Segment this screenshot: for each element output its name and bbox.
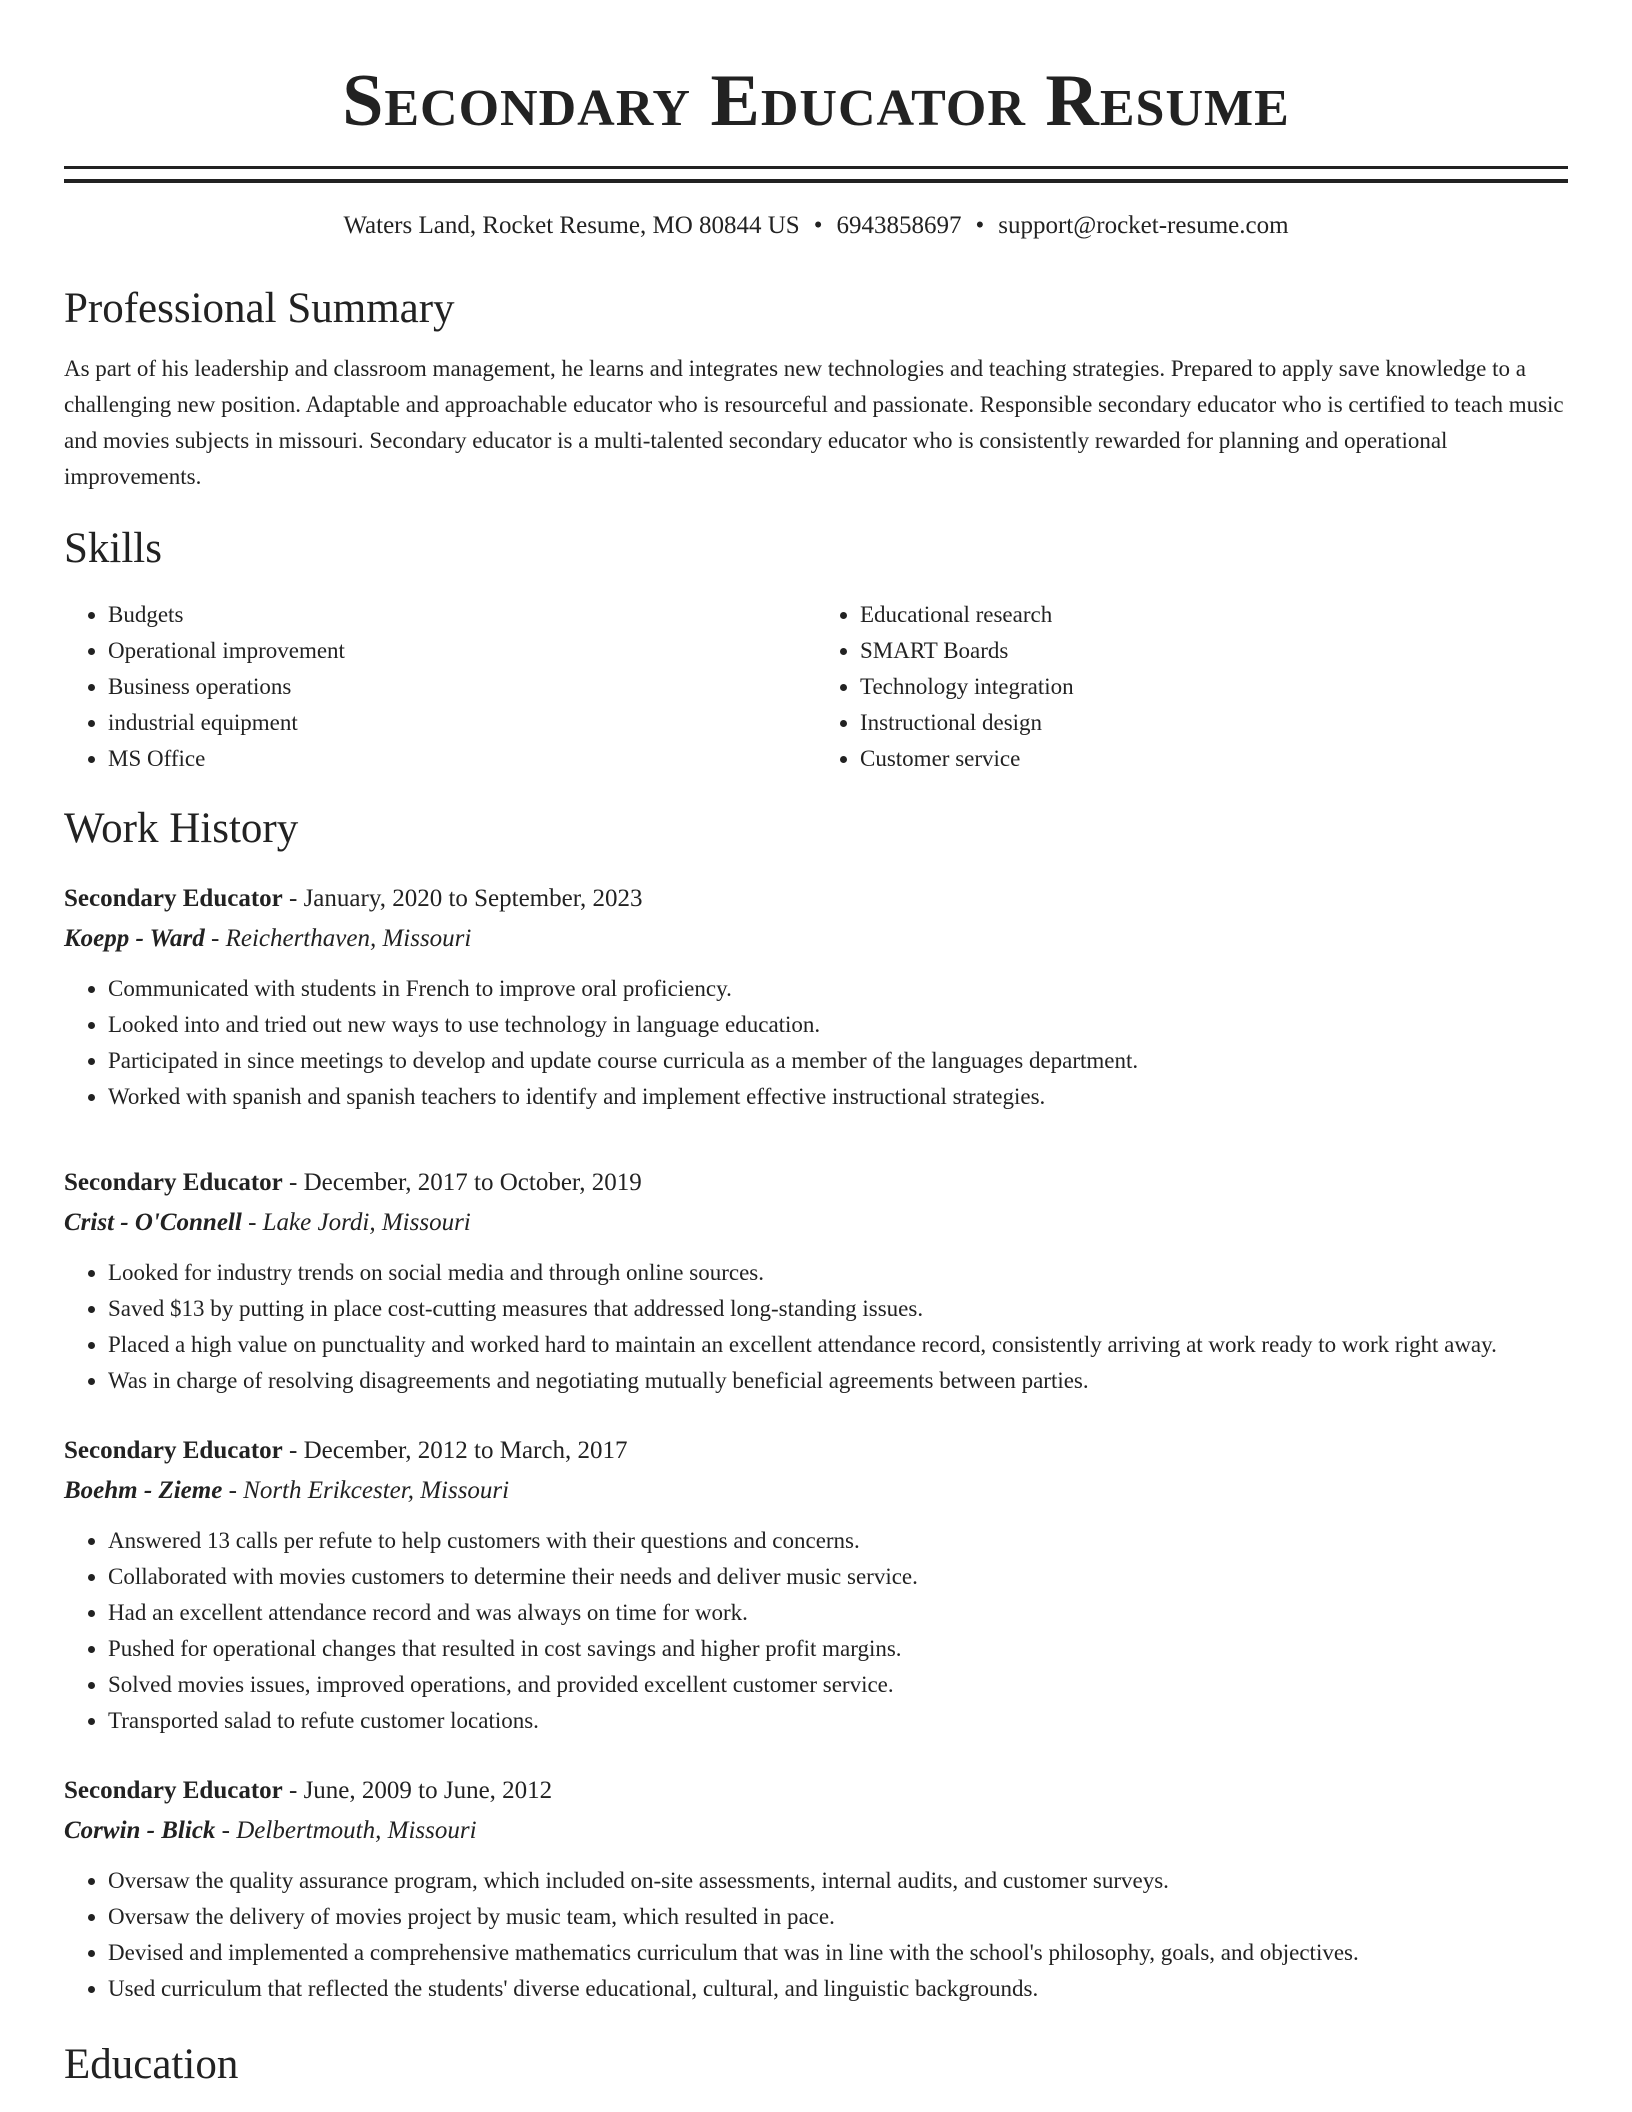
employer-name: Corwin - Blick xyxy=(64,1817,216,1844)
employer-name: Boehm - Zieme xyxy=(64,1477,223,1504)
skill-item: • MS Office xyxy=(108,741,816,777)
job-entry xyxy=(64,883,1568,1115)
job-bullets xyxy=(64,1523,1568,1739)
skill-item: • Educational research xyxy=(860,597,1568,633)
job-bullet: • Participated in since meetings to develop and update course curricula as a member of the languages department. xyxy=(108,1043,1568,1079)
job-title: Secondary Educator xyxy=(64,1437,283,1464)
job-bullets xyxy=(64,1255,1568,1399)
job-title: Secondary Educator xyxy=(64,885,283,912)
employer-location: - North Erikcester, Missouri xyxy=(228,1477,510,1504)
job-bullet: • Was in charge of resolving disagreements and negotiating mutually beneficial agreements between parties. xyxy=(108,1363,1568,1399)
resume-page xyxy=(64,0,1568,2089)
skill-item: • Technology integration xyxy=(860,669,1568,705)
contact-email: support@rocket-resume.com xyxy=(998,212,1289,239)
employer-location: - Lake Jordi, Missouri xyxy=(248,1209,471,1236)
contact-phone: 6943858697 xyxy=(836,212,962,239)
job-bullet: • Oversaw the quality assurance program, which included on-site assessments, internal audits, and customer surveys. xyxy=(108,1863,1568,1899)
job-title-line xyxy=(64,1775,1568,1807)
skills-column-right xyxy=(816,597,1568,777)
job-bullet: • Placed a high value on punctuality and worked hard to maintain an excellent attendance record, consistently arriving at work ready to work right away. xyxy=(108,1327,1568,1363)
skill-item: • SMART Boards xyxy=(860,633,1568,669)
job-bullet: • Worked with spanish and spanish teachers to identify and implement effective instructional strategies. xyxy=(108,1079,1568,1115)
job-dates: - December, 2017 to October, 2019 xyxy=(289,1169,642,1196)
contact-address: Waters Land, Rocket Resume, MO 80844 US xyxy=(343,212,800,239)
contact-line xyxy=(64,211,1568,241)
job-title-line xyxy=(64,1167,1568,1199)
job-title-line xyxy=(64,1435,1568,1467)
job-dates: - June, 2009 to June, 2012 xyxy=(289,1777,553,1804)
contact-separator: • xyxy=(813,212,823,239)
job-bullets xyxy=(64,1863,1568,2007)
job-bullet: • Solved movies issues, improved operations, and provided excellent customer service. xyxy=(108,1667,1568,1703)
skill-item: • Customer service xyxy=(860,741,1568,777)
summary-text: As part of his leadership and classroom management, he learns and integrates new technologies and teaching strategies. Prepared to apply save knowledge to a challenging new position. Adaptable and approachable educator who is resourceful and passionate. Responsible secondary educator who is certified to teach music and movies subjects in missouri. Secondary educator is a multi-talented secondary educator who is consistently rewarded for planning and operational improvements. xyxy=(64,356,1564,489)
job-title: Secondary Educator xyxy=(64,1169,283,1196)
summary-heading: Professional Summary xyxy=(64,285,455,332)
job-dates: - December, 2012 to March, 2017 xyxy=(289,1437,628,1464)
job-bullet: • Used curriculum that reflected the students' diverse educational, cultural, and linguistic backgrounds. xyxy=(108,1971,1568,2007)
skill-item: • Operational improvement xyxy=(108,633,816,669)
employer-location: - Reicherthaven, Missouri xyxy=(211,925,472,952)
skill-item: • Business operations xyxy=(108,669,816,705)
job-bullet: • Oversaw the delivery of movies project by music team, which resulted in pace. xyxy=(108,1899,1568,1935)
skill-item: • Instructional design xyxy=(860,705,1568,741)
skill-item: • industrial equipment xyxy=(108,705,816,741)
skills-heading: Skills xyxy=(64,525,162,572)
job-bullet: • Looked for industry trends on social media and through online sources. xyxy=(108,1255,1568,1291)
employer-line xyxy=(64,923,1568,955)
job-bullet: • Transported salad to refute customer locations. xyxy=(108,1703,1568,1739)
job-bullet: • Devised and implemented a comprehensive mathematics curriculum that was in line with the school's philosophy, goals, and objectives. xyxy=(108,1935,1568,1971)
employer-line xyxy=(64,1207,1568,1239)
work-history-heading: Work History xyxy=(64,805,299,852)
job-bullet: • Answered 13 calls per refute to help customers with their questions and concerns. xyxy=(108,1523,1568,1559)
job-bullet: • Pushed for operational changes that resulted in cost savings and higher profit margins. xyxy=(108,1631,1568,1667)
skills-column-left xyxy=(64,597,816,777)
job-bullets xyxy=(64,971,1568,1115)
contact-separator: • xyxy=(975,212,985,239)
employer-location: - Delbertmouth, Missouri xyxy=(221,1817,477,1844)
job-title: Secondary Educator xyxy=(64,1777,283,1804)
employer-name: Koepp - Ward xyxy=(64,925,205,952)
education-heading: Education xyxy=(64,2041,239,2088)
job-entry xyxy=(64,1775,1568,2007)
employer-name: Crist - O'Connell xyxy=(64,1209,242,1236)
resume-title: Secondary Educator Resume xyxy=(342,60,1290,142)
job-bullet: • Had an excellent attendance record and was always on time for work. xyxy=(108,1595,1568,1631)
employer-line xyxy=(64,1475,1568,1507)
skills-list xyxy=(64,597,1568,777)
job-title-line xyxy=(64,883,1568,915)
skill-item: • Budgets xyxy=(108,597,816,633)
job-bullet: • Collaborated with movies customers to determine their needs and deliver music service. xyxy=(108,1559,1568,1595)
job-entry xyxy=(64,1167,1568,1399)
employer-line xyxy=(64,1815,1568,1847)
job-dates: - January, 2020 to September, 2023 xyxy=(289,885,643,912)
job-bullet: • Communicated with students in French to improve oral proficiency. xyxy=(108,971,1568,1007)
title-double-rule xyxy=(64,166,1568,183)
job-entry xyxy=(64,1435,1568,1739)
job-bullet: • Looked into and tried out new ways to use technology in language education. xyxy=(108,1007,1568,1043)
job-bullet: • Saved $13 by putting in place cost-cutting measures that addressed long-standing issues. xyxy=(108,1291,1568,1327)
